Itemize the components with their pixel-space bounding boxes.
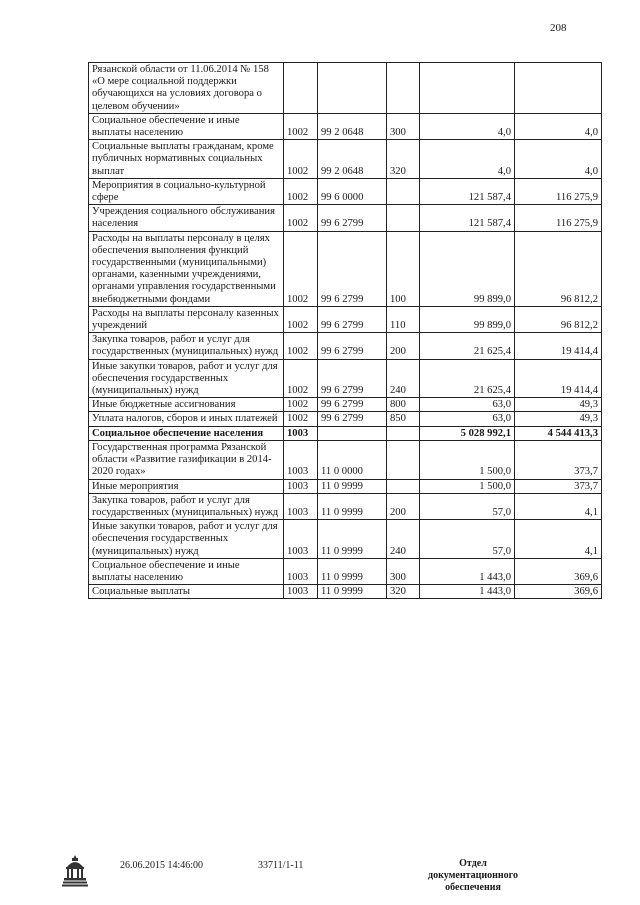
row-amount-actual-cell: 373,7 — [515, 479, 602, 493]
row-amount-actual-cell: 4,1 — [515, 493, 602, 519]
row-name-cell: Иные бюджетные ассигнования — [89, 398, 284, 412]
duma-emblem-icon — [62, 853, 88, 887]
row-name-cell: Учреждения социального обслуживания населения — [89, 205, 284, 231]
row-target-article-cell: 99 2 0648 — [318, 140, 387, 179]
row-target-article-cell — [318, 426, 387, 440]
row-expense-type-cell: 800 — [387, 398, 420, 412]
row-amount-actual-cell: 49,3 — [515, 398, 602, 412]
footer-department: Отдел документационного обеспечения — [428, 858, 518, 893]
row-section-cell: 1002 — [284, 231, 318, 306]
row-section-cell: 1002 — [284, 113, 318, 139]
row-section-cell: 1003 — [284, 440, 318, 479]
row-section-cell: 1003 — [284, 493, 318, 519]
row-expense-type-cell: 200 — [387, 333, 420, 359]
row-target-article-cell: 99 6 2799 — [318, 306, 387, 332]
row-section-cell: 1002 — [284, 306, 318, 332]
row-amount-actual-cell: 19 414,4 — [515, 333, 602, 359]
row-section-cell: 1002 — [284, 398, 318, 412]
row-target-article-cell: 11 0 9999 — [318, 558, 387, 584]
table-row — [89, 231, 602, 306]
row-expense-type-cell: 110 — [387, 306, 420, 332]
row-name-cell: Социальные выплаты гражданам, кроме публичных нормативных социальных выплат — [89, 140, 284, 179]
row-name-cell: Расходы на выплаты персоналу в целях обеспечения выполнения функций государственными (муниципальными) органами, казенными учреждениями, органами управления государственными внебюджетными фондами — [89, 231, 284, 306]
table-row — [89, 426, 602, 440]
row-name-cell: Иные мероприятия — [89, 479, 284, 493]
footer-doc-number: 33711/1-11 — [258, 860, 304, 871]
row-name-cell: Социальное обеспечение населения — [89, 426, 284, 440]
row-amount-plan-cell: 5 028 992,1 — [420, 426, 515, 440]
row-target-article-cell: 99 6 2799 — [318, 205, 387, 231]
footer-datetime: 26.06.2015 14:46:00 — [120, 860, 204, 871]
budget-table — [88, 62, 602, 599]
row-section-cell: 1002 — [284, 359, 318, 398]
row-amount-plan-cell: 4,0 — [420, 140, 515, 179]
row-amount-plan-cell: 21 625,4 — [420, 333, 515, 359]
row-amount-actual-cell: 4,1 — [515, 520, 602, 559]
row-expense-type-cell: 240 — [387, 359, 420, 398]
table-row — [89, 440, 602, 479]
row-expense-type-cell — [387, 178, 420, 204]
page-number: 208 — [550, 22, 567, 34]
row-name-cell: Закупка товаров, работ и услуг для государственных (муниципальных) нужд — [89, 333, 284, 359]
row-expense-type-cell: 320 — [387, 585, 420, 599]
row-amount-plan-cell: 121 587,4 — [420, 205, 515, 231]
row-expense-type-cell — [387, 205, 420, 231]
row-target-article-cell: 99 6 2799 — [318, 333, 387, 359]
row-target-article-cell: 99 6 2799 — [318, 412, 387, 426]
row-section-cell: 1003 — [284, 585, 318, 599]
table-row — [89, 178, 602, 204]
table-row — [89, 205, 602, 231]
table-row — [89, 63, 602, 114]
row-amount-plan-cell: 121 587,4 — [420, 178, 515, 204]
table-row — [89, 140, 602, 179]
row-section-cell: 1003 — [284, 426, 318, 440]
row-section-cell: 1002 — [284, 412, 318, 426]
row-amount-plan-cell: 1 443,0 — [420, 585, 515, 599]
table-row — [89, 558, 602, 584]
row-amount-plan-cell: 21 625,4 — [420, 359, 515, 398]
row-name-cell: Социальное обеспечение и иные выплаты населению — [89, 558, 284, 584]
row-section-cell: 1002 — [284, 140, 318, 179]
row-amount-plan-cell: 63,0 — [420, 398, 515, 412]
row-name-cell: Закупка товаров, работ и услуг для государственных (муниципальных) нужд — [89, 493, 284, 519]
row-target-article-cell: 11 0 9999 — [318, 493, 387, 519]
row-expense-type-cell: 300 — [387, 558, 420, 584]
row-name-cell: Рязанской области от 11.06.2014 № 158 «О мере социальной поддержки обучающихся на условиях договора о целевом обучении» — [89, 63, 284, 114]
row-amount-actual-cell: 369,6 — [515, 585, 602, 599]
table-row — [89, 398, 602, 412]
row-amount-plan-cell: 99 899,0 — [420, 231, 515, 306]
row-amount-plan-cell: 1 500,0 — [420, 440, 515, 479]
row-amount-actual-cell: 116 275,9 — [515, 205, 602, 231]
table-row — [89, 113, 602, 139]
row-amount-plan-cell: 1 443,0 — [420, 558, 515, 584]
row-amount-plan-cell: 99 899,0 — [420, 306, 515, 332]
table-row — [89, 479, 602, 493]
row-name-cell: Расходы на выплаты персоналу казенных учреждений — [89, 306, 284, 332]
table-row — [89, 412, 602, 426]
table-row — [89, 306, 602, 332]
row-amount-actual-cell: 116 275,9 — [515, 178, 602, 204]
row-target-article-cell: 99 2 0648 — [318, 113, 387, 139]
row-amount-plan-cell: 57,0 — [420, 493, 515, 519]
row-amount-actual-cell: 96 812,2 — [515, 231, 602, 306]
row-section-cell: 1002 — [284, 333, 318, 359]
row-section-cell: 1002 — [284, 205, 318, 231]
row-expense-type-cell: 200 — [387, 493, 420, 519]
row-expense-type-cell: 100 — [387, 231, 420, 306]
row-expense-type-cell — [387, 426, 420, 440]
row-name-cell: Иные закупки товаров, работ и услуг для обеспечения государственных (муниципальных) нужд — [89, 520, 284, 559]
row-name-cell: Государственная программа Рязанской области «Развитие газификации в 2014-2020 годах» — [89, 440, 284, 479]
row-target-article-cell: 99 6 2799 — [318, 398, 387, 412]
table-row — [89, 520, 602, 559]
row-target-article-cell: 99 6 0000 — [318, 178, 387, 204]
row-expense-type-cell — [387, 440, 420, 479]
row-target-article-cell: 11 0 9999 — [318, 520, 387, 559]
row-name-cell: Социальные выплаты — [89, 585, 284, 599]
row-expense-type-cell: 300 — [387, 113, 420, 139]
row-amount-plan-cell: 1 500,0 — [420, 479, 515, 493]
row-section-cell — [284, 63, 318, 114]
row-target-article-cell: 11 0 0000 — [318, 440, 387, 479]
row-target-article-cell: 11 0 9999 — [318, 585, 387, 599]
row-amount-plan-cell: 57,0 — [420, 520, 515, 559]
row-name-cell: Иные закупки товаров, работ и услуг для обеспечения государственных (муниципальных) нужд — [89, 359, 284, 398]
row-expense-type-cell: 240 — [387, 520, 420, 559]
table-row — [89, 333, 602, 359]
row-amount-plan-cell: 63,0 — [420, 412, 515, 426]
row-target-article-cell: 99 6 2799 — [318, 231, 387, 306]
row-name-cell: Мероприятия в социально-культурной сфере — [89, 178, 284, 204]
row-amount-actual-cell: 4,0 — [515, 113, 602, 139]
row-expense-type-cell — [387, 63, 420, 114]
row-amount-actual-cell: 96 812,2 — [515, 306, 602, 332]
row-section-cell: 1002 — [284, 178, 318, 204]
row-expense-type-cell — [387, 479, 420, 493]
row-name-cell: Социальное обеспечение и иные выплаты населению — [89, 113, 284, 139]
row-amount-actual-cell: 4 544 413,3 — [515, 426, 602, 440]
row-target-article-cell: 11 0 9999 — [318, 479, 387, 493]
row-expense-type-cell: 850 — [387, 412, 420, 426]
row-expense-type-cell: 320 — [387, 140, 420, 179]
table-row — [89, 493, 602, 519]
row-section-cell: 1003 — [284, 520, 318, 559]
row-target-article-cell — [318, 63, 387, 114]
row-amount-actual-cell: 4,0 — [515, 140, 602, 179]
row-amount-plan-cell: 4,0 — [420, 113, 515, 139]
table-row — [89, 585, 602, 599]
table-row — [89, 359, 602, 398]
row-target-article-cell: 99 6 2799 — [318, 359, 387, 398]
row-amount-actual-cell — [515, 63, 602, 114]
row-section-cell: 1003 — [284, 558, 318, 584]
row-section-cell: 1003 — [284, 479, 318, 493]
row-amount-actual-cell: 19 414,4 — [515, 359, 602, 398]
budget-table-body — [89, 63, 602, 599]
row-amount-actual-cell: 49,3 — [515, 412, 602, 426]
row-amount-actual-cell: 373,7 — [515, 440, 602, 479]
row-name-cell: Уплата налогов, сборов и иных платежей — [89, 412, 284, 426]
row-amount-plan-cell — [420, 63, 515, 114]
row-amount-actual-cell: 369,6 — [515, 558, 602, 584]
